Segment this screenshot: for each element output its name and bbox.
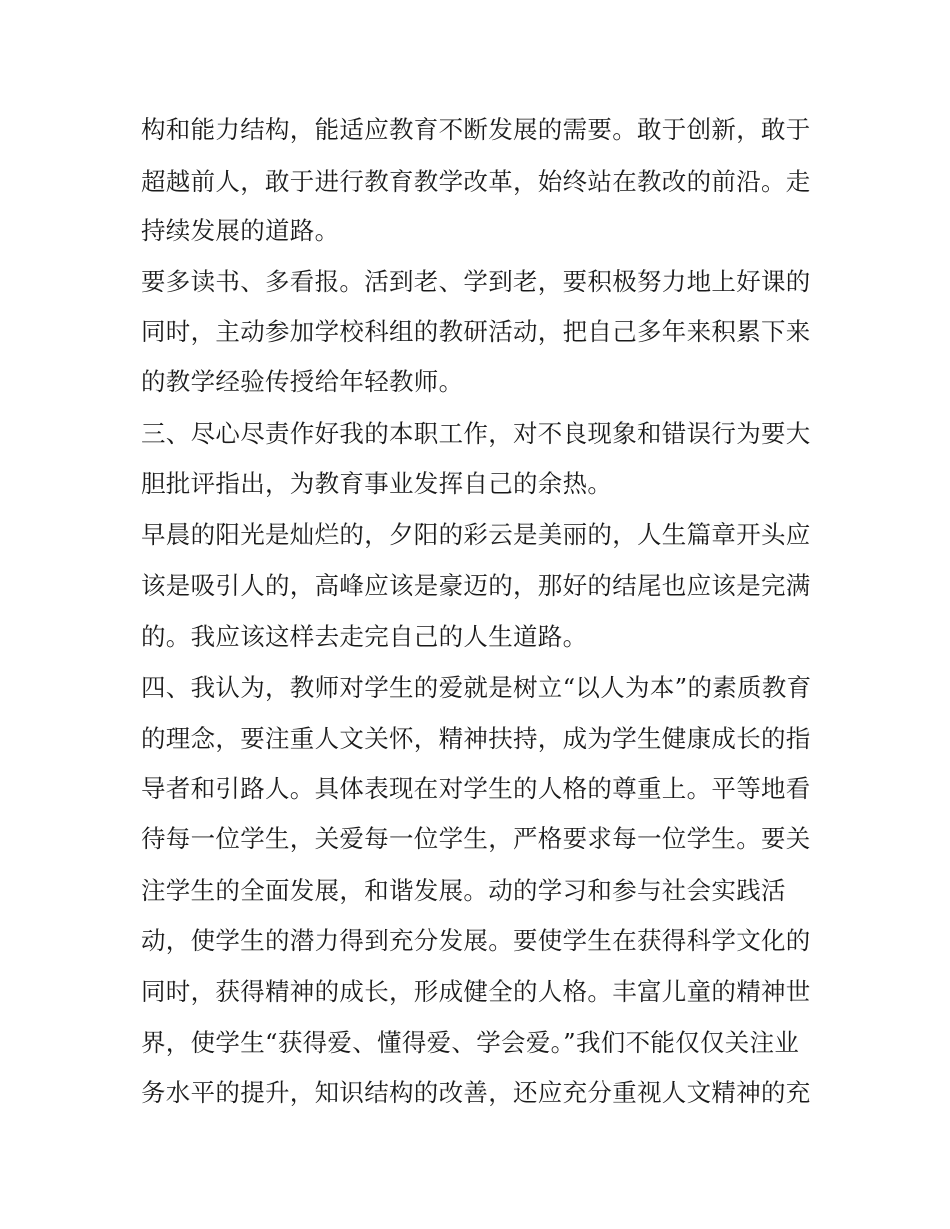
text-line: 要多读书、多看报。活到老、学到老，要积极努力地上好课的 (141, 267, 811, 296)
text-line: 同时，获得精神的成长，形成健全的人格。丰富儿童的精神世 (141, 977, 811, 1006)
text-line: 四、我认为，教师对学生的爱就是树立“以人为本”的素质教育 (141, 673, 812, 702)
text-line: 动，使学生的潜力得到充分发展。要使学生在获得科学文化的 (141, 926, 811, 955)
text-line: 的理念，要注重人文关怀，精神扶持，成为学生健康成长的指 (141, 724, 811, 753)
text-line: 胆批评指出，为教育事业发挥自己的余热。 (141, 469, 613, 498)
text-line: 早晨的阳光是灿烂的，夕阳的彩云是美丽的，人生篇章开头应 (141, 520, 811, 549)
text-line: 待每一位学生，关爱每一位学生，严格要求每一位学生。要关 (141, 824, 811, 853)
text-line: 持续发展的道路。 (141, 216, 340, 245)
text-line: 界，使学生“获得爱、懂得爱、学会爱。”我们不能仅仅关注业 (141, 1028, 800, 1057)
text-line: 超越前人，敢于进行教育教学改革，始终站在教改的前沿。走 (141, 167, 811, 196)
text-line: 注学生的全面发展，和谐发展。动的学习和参与社会实践活 (141, 876, 786, 905)
text-line: 该是吸引人的，高峰应该是豪迈的，那好的结尾也应该是完满 (141, 571, 811, 600)
text-line: 的教学经验传授给年轻教师。 (141, 367, 464, 396)
text-line: 构和能力结构，能适应教育不断发展的需要。敢于创新，敢于 (141, 115, 811, 144)
text-line: 的。我应该这样去走完自己的人生道路。 (141, 622, 588, 651)
text-line: 导者和引路人。具体表现在对学生的人格的尊重上。平等地看 (141, 774, 811, 803)
text-line: 同时，主动参加学校科组的教研活动，把自己多年来积累下来 (141, 317, 811, 346)
text-line: 三、尽心尽责作好我的本职工作，对不良现象和错误行为要大 (141, 419, 811, 448)
text-line: 务水平的提升，知识结构的改善，还应充分重视人文精神的充 (141, 1078, 811, 1107)
